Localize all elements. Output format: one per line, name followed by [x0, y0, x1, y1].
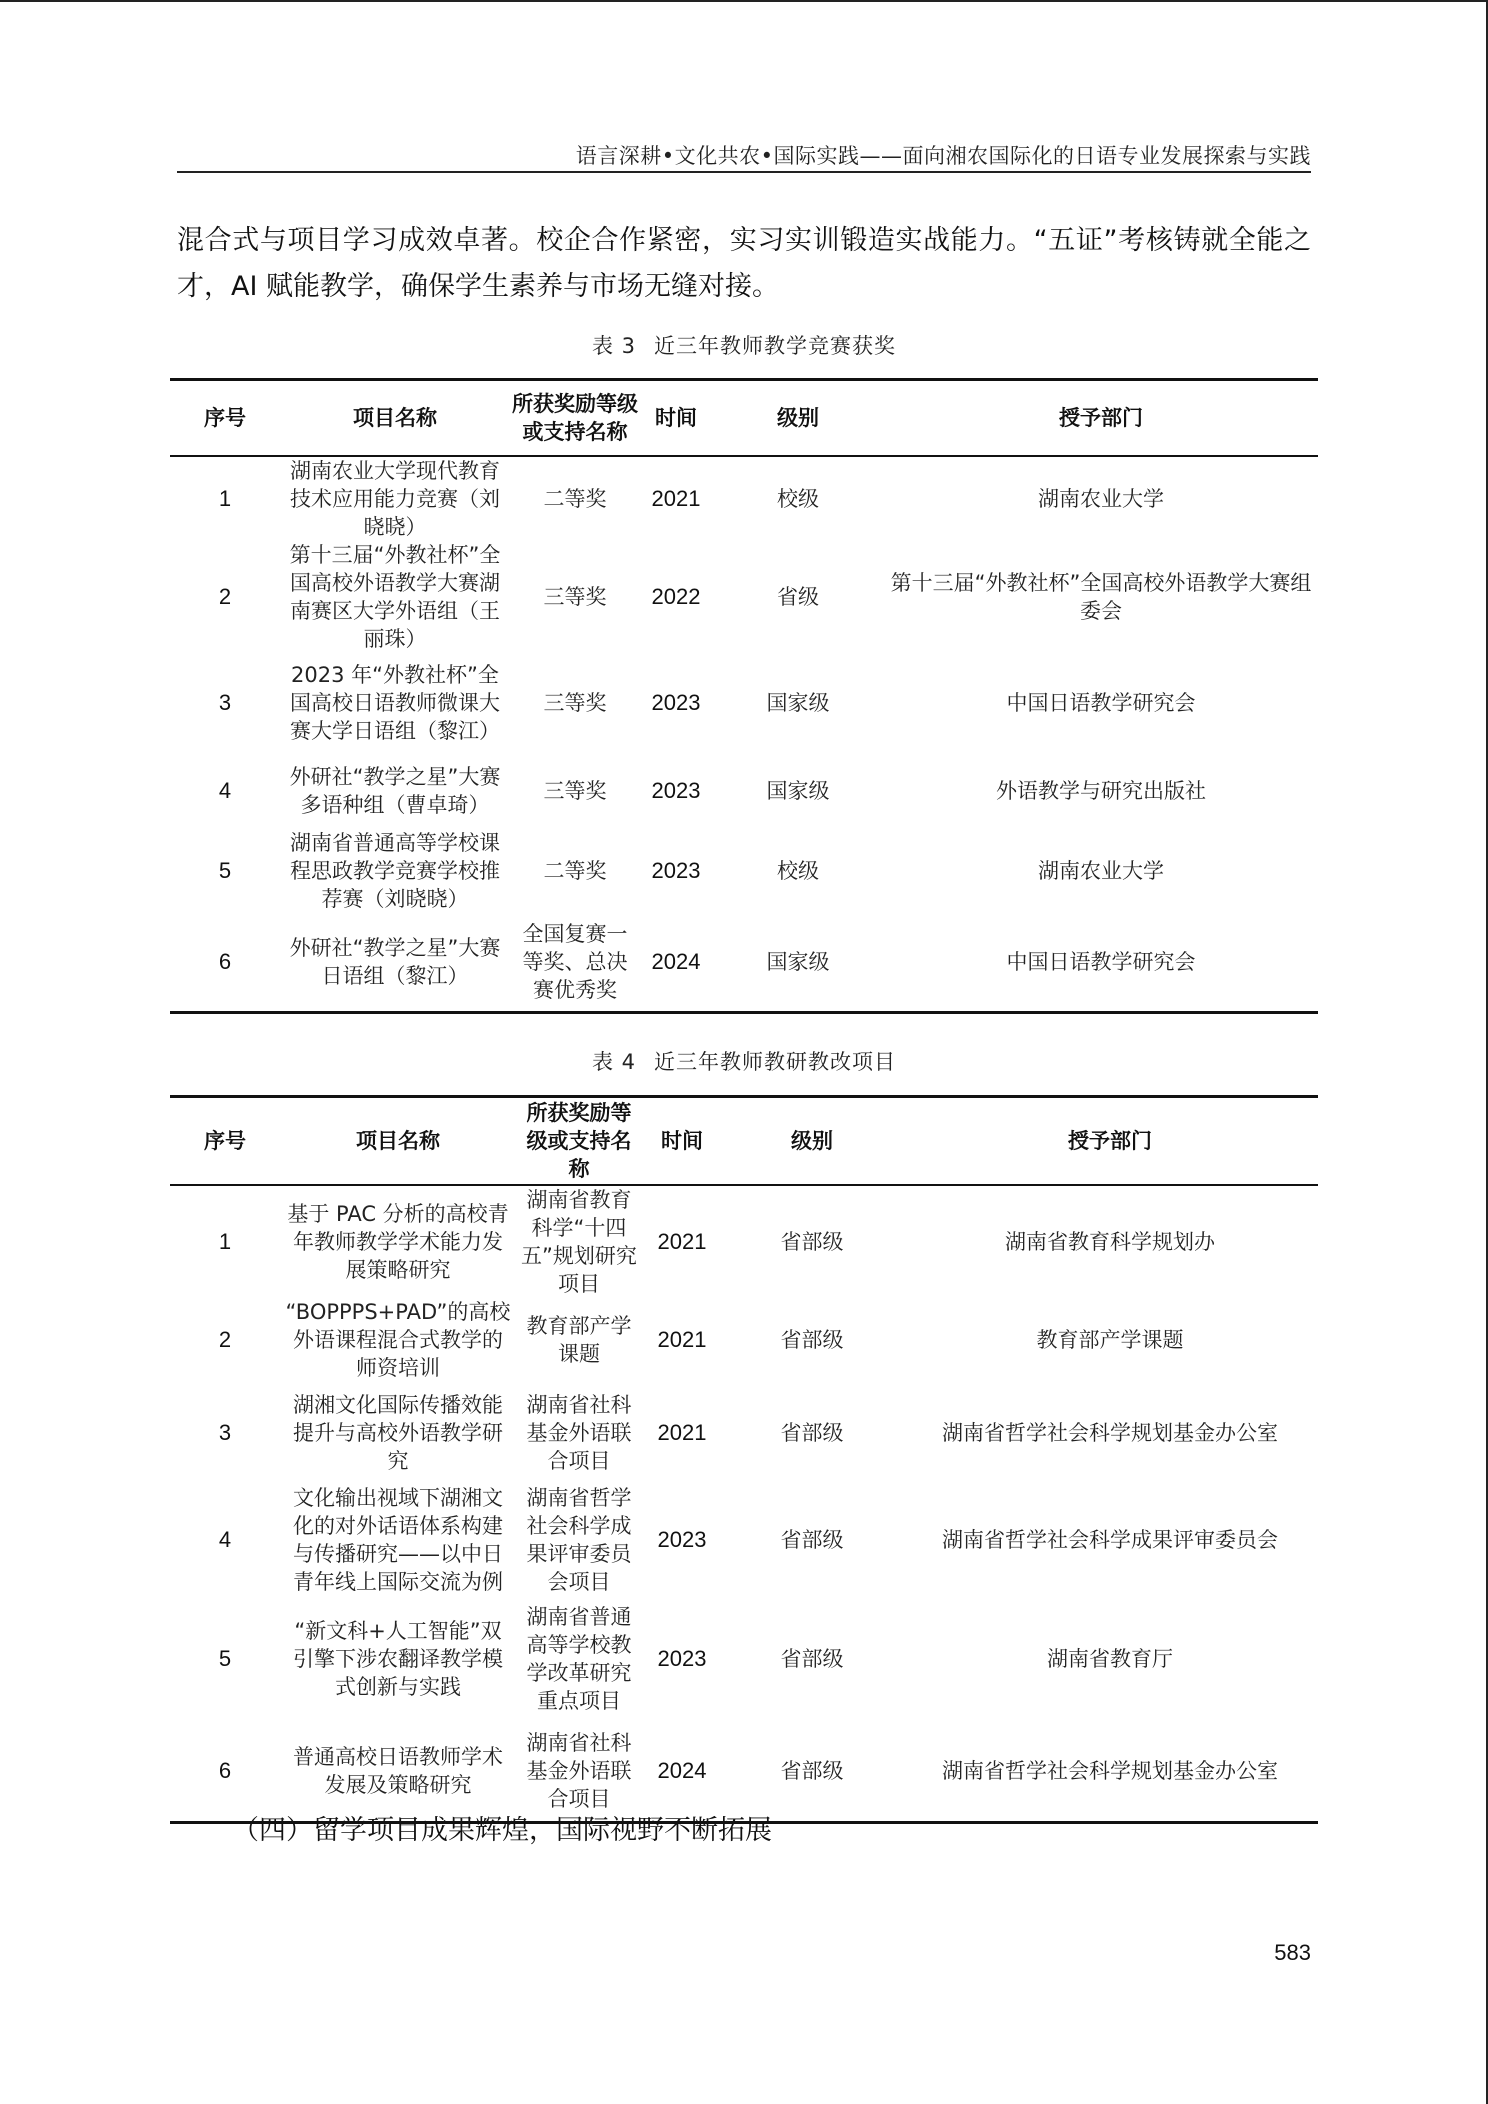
table3-header-row: [170, 380, 1318, 456]
cell-level: 校级: [777, 858, 819, 883]
cell-level: 省部级: [780, 1328, 844, 1352]
cell-no: 1: [218, 485, 232, 511]
cell-year: 2021: [657, 1327, 707, 1352]
cell-level: 省部级: [780, 1647, 844, 1671]
cell-name: “新文科+人工智能”双引擎下涉农翻译教学模式创新与实践: [293, 1619, 503, 1699]
table-row: [170, 913, 1318, 1013]
cell-no: 3: [218, 1420, 232, 1445]
table3-caption-title: 近三年教师教学竞赛获奖: [654, 334, 897, 358]
cell-award: 湖南省普通高等学校教学改革研究重点项目: [526, 1605, 632, 1713]
cell-award: 二等奖: [543, 486, 607, 511]
table-row: [170, 1185, 1318, 1298]
cell-level: 国家级: [766, 778, 830, 803]
section-heading: （四）留学项目成果辉煌，国际视野不断拓展: [232, 1815, 772, 1846]
cell-year: 2023: [651, 777, 701, 803]
cell-name: 湖湘文化国际传播效能提升与高校外语教学研究: [293, 1393, 503, 1473]
table3-caption-number: 表 3: [591, 334, 637, 358]
cell-no: 1: [218, 1229, 232, 1254]
cell-no: 4: [218, 777, 232, 803]
running-head: 语言深耕•文化共农•国际实践——面向湘农国际化的日语专业发展探索与实践: [575, 144, 1311, 168]
cell-no: 6: [218, 948, 232, 974]
cell-year: 2023: [651, 689, 701, 715]
cell-dept: 第十三届“外教社杯”全国高校外语教学大赛组委会: [890, 570, 1312, 623]
cell-year: 2021: [657, 1420, 707, 1445]
cell-award: 湖南省哲学社会科学成果评审委员会项目: [526, 1486, 632, 1594]
cell-name: 基于 PAC 分析的高校青年教师教学学术能力发展策略研究: [287, 1202, 509, 1282]
table4-caption-number: 表 4: [591, 1050, 637, 1074]
table4-header-row: [170, 1097, 1318, 1186]
cell-year: 2024: [657, 1758, 707, 1784]
cell-name: 第十三届“外教社杯”全国高校外语教学大赛湖南赛区大学外语组（王丽珠）: [289, 542, 501, 651]
cell-no: 6: [218, 1758, 232, 1784]
cell-dept: 湖南省教育科学规划办: [1005, 1230, 1215, 1254]
cell-dept: 湖南省哲学社会科学规划基金办公室: [942, 1759, 1278, 1784]
cell-no: 5: [218, 1646, 232, 1671]
cell-level: 省部级: [780, 1230, 844, 1254]
cell-level: 国家级: [766, 949, 830, 974]
cell-award: 三等奖: [543, 778, 607, 803]
table4-header-award: 所获奖励等级或支持名称: [516, 1097, 642, 1186]
cell-level: 省部级: [780, 1528, 844, 1552]
table4-caption: [170, 1046, 1318, 1076]
table3-header-dept: 授予部门: [884, 380, 1318, 456]
cell-award: 三等奖: [543, 690, 607, 715]
table4-header-name: 项目名称: [280, 1097, 516, 1186]
cell-level: 省级: [777, 584, 819, 609]
cell-dept: 湖南省哲学社会科学规划基金办公室: [942, 1421, 1278, 1445]
cell-award: 全国复赛一等奖、总决赛优秀奖: [522, 921, 628, 1002]
cell-name: 湖南省普通高等学校课程思政教学竞赛学校推荐赛（刘晓晓）: [290, 830, 500, 911]
table-row: [170, 1722, 1318, 1822]
cell-no: 5: [218, 857, 232, 883]
table-row: [170, 829, 1318, 913]
table-row: [170, 541, 1318, 653]
cell-level: 国家级: [766, 690, 830, 715]
cell-year: 2023: [657, 1527, 707, 1552]
cell-level: 省部级: [780, 1421, 844, 1445]
cell-award: 湖南省社科基金外语联合项目: [526, 1731, 632, 1812]
table3-caption: [170, 330, 1318, 360]
cell-no: 3: [218, 689, 232, 715]
cell-no: 4: [218, 1527, 232, 1552]
cell-name: “BOPPPS+PAD”的高校外语课程混合式教学的师资培训: [285, 1300, 511, 1380]
cell-year: 2022: [651, 583, 701, 609]
cell-dept: 中国日语教学研究会: [1006, 690, 1196, 715]
table4: [170, 1095, 1318, 1824]
cell-dept: 中国日语教学研究会: [1006, 949, 1196, 974]
table3: [170, 378, 1318, 1014]
cell-dept: 湖南省教育厅: [1047, 1647, 1173, 1671]
cell-dept: 湖南农业大学: [1038, 486, 1164, 511]
cell-name: 2023 年“外教社杯”全国高校日语教师微课大赛大学日语组（黎江）: [290, 662, 500, 743]
cell-level: 校级: [777, 486, 819, 511]
cell-year: 2023: [651, 857, 701, 883]
cell-name: 文化输出视域下湖湘文化的对外话语体系构建与传播研究——以中日青年线上国际交流为例: [293, 1486, 503, 1594]
cell-dept: 外语教学与研究出版社: [996, 778, 1206, 803]
cell-year: 2023: [657, 1646, 707, 1671]
table-row: [170, 653, 1318, 753]
table3-header-level: 级别: [712, 380, 884, 456]
table-row: [170, 1484, 1318, 1596]
table3-header-name: 项目名称: [280, 380, 510, 456]
table-row: [170, 1382, 1318, 1484]
table-row: [170, 456, 1318, 541]
table4-header-year: 时间: [642, 1097, 722, 1186]
cell-dept: 湖南农业大学: [1038, 858, 1164, 883]
page-border-top: [0, 0, 1488, 2]
page-number: 583: [1274, 1940, 1311, 1965]
table-row: [170, 1298, 1318, 1382]
cell-year: 2021: [651, 485, 701, 511]
cell-no: 2: [218, 1327, 232, 1352]
cell-name: 外研社“教学之星”大赛日语组（黎江）: [289, 935, 501, 988]
cell-dept: 教育部产学课题: [1036, 1328, 1184, 1352]
cell-year: 2024: [651, 948, 701, 974]
table4-header-dept: 授予部门: [902, 1097, 1318, 1186]
table3-header-award: 所获奖励等级或支持名称: [510, 380, 640, 456]
table4-header-level: 级别: [722, 1097, 902, 1186]
table3-header-no: 序号: [170, 380, 280, 456]
table-row: [170, 753, 1318, 829]
cell-award: 湖南省教育科学“十四五”规划研究项目: [521, 1188, 637, 1296]
cell-no: 2: [218, 583, 232, 609]
cell-name: 湖南农业大学现代教育技术应用能力竞赛（刘晓晓）: [290, 458, 500, 539]
cell-year: 2021: [657, 1229, 707, 1254]
table4-caption-title: 近三年教师教研教改项目: [654, 1050, 897, 1074]
header-rule: [177, 171, 1311, 173]
table3-header-year: 时间: [640, 380, 712, 456]
cell-award: 三等奖: [543, 584, 607, 609]
cell-name: 普通高校日语教师学术发展及策略研究: [293, 1745, 503, 1798]
table4-header-no: 序号: [170, 1097, 280, 1186]
table-row: [170, 1596, 1318, 1722]
body-paragraph: 混合式与项目学习成效卓著。校企合作紧密，实习实训锻造实战能力。“五证”考核铸就全能之才，AI 赋能教学，确保学生素养与市场无缝对接。: [177, 225, 1311, 302]
cell-level: 省部级: [780, 1759, 844, 1784]
cell-award: 教育部产学课题: [526, 1314, 632, 1366]
cell-dept: 湖南省哲学社会科学成果评审委员会: [942, 1528, 1278, 1552]
cell-name: 外研社“教学之星”大赛多语种组（曹卓琦）: [289, 764, 501, 817]
cell-award: 二等奖: [543, 858, 607, 883]
cell-award: 湖南省社科基金外语联合项目: [526, 1393, 632, 1473]
